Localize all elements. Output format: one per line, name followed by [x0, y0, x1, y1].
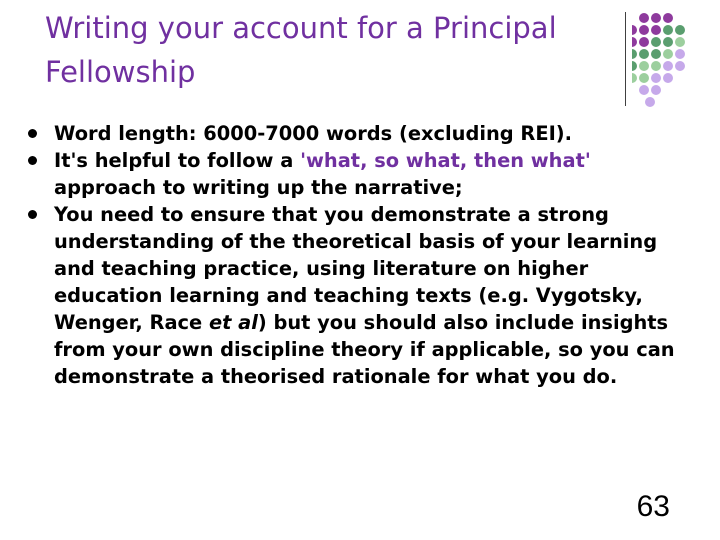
slide-title: Writing your account for a Principal Fellowship: [45, 11, 557, 89]
bullet-dot-icon: [28, 156, 37, 165]
bullet-list: [28, 120, 688, 390]
dot-grid-icon: [632, 10, 720, 110]
slide-number: 63: [636, 490, 670, 523]
bullet-text: You need to ensure that you demonstrate a strong understanding of the theoretical basis of your learning and teaching practice, using literature on higher education learning and teaching texts (e.g. Vygotsky, Wenger, Race: [54, 203, 658, 334]
bullet-text: It's helpful to follow a: [54, 149, 301, 172]
bullet-item-approach: [28, 147, 688, 201]
highlighted-phrase: 'what, so what, then what': [300, 149, 591, 172]
bullet-dot-icon: [28, 210, 37, 219]
bullet-text: ) but you should also include insights from your own discipline theory if applicable, so you can demonstrate a theorised rationale for what you do.: [54, 311, 675, 388]
bullet-item-word-length: [28, 120, 688, 147]
bullet-dot-icon: [28, 129, 37, 138]
italic-phrase: et al: [208, 311, 258, 334]
bullet-text: Word length: 6000-7000 words (excluding REI).: [54, 122, 573, 145]
bullet-item-theory: [28, 201, 688, 390]
title-divider: [625, 12, 626, 106]
bullet-text: approach to writing up the narrative;: [54, 176, 463, 199]
